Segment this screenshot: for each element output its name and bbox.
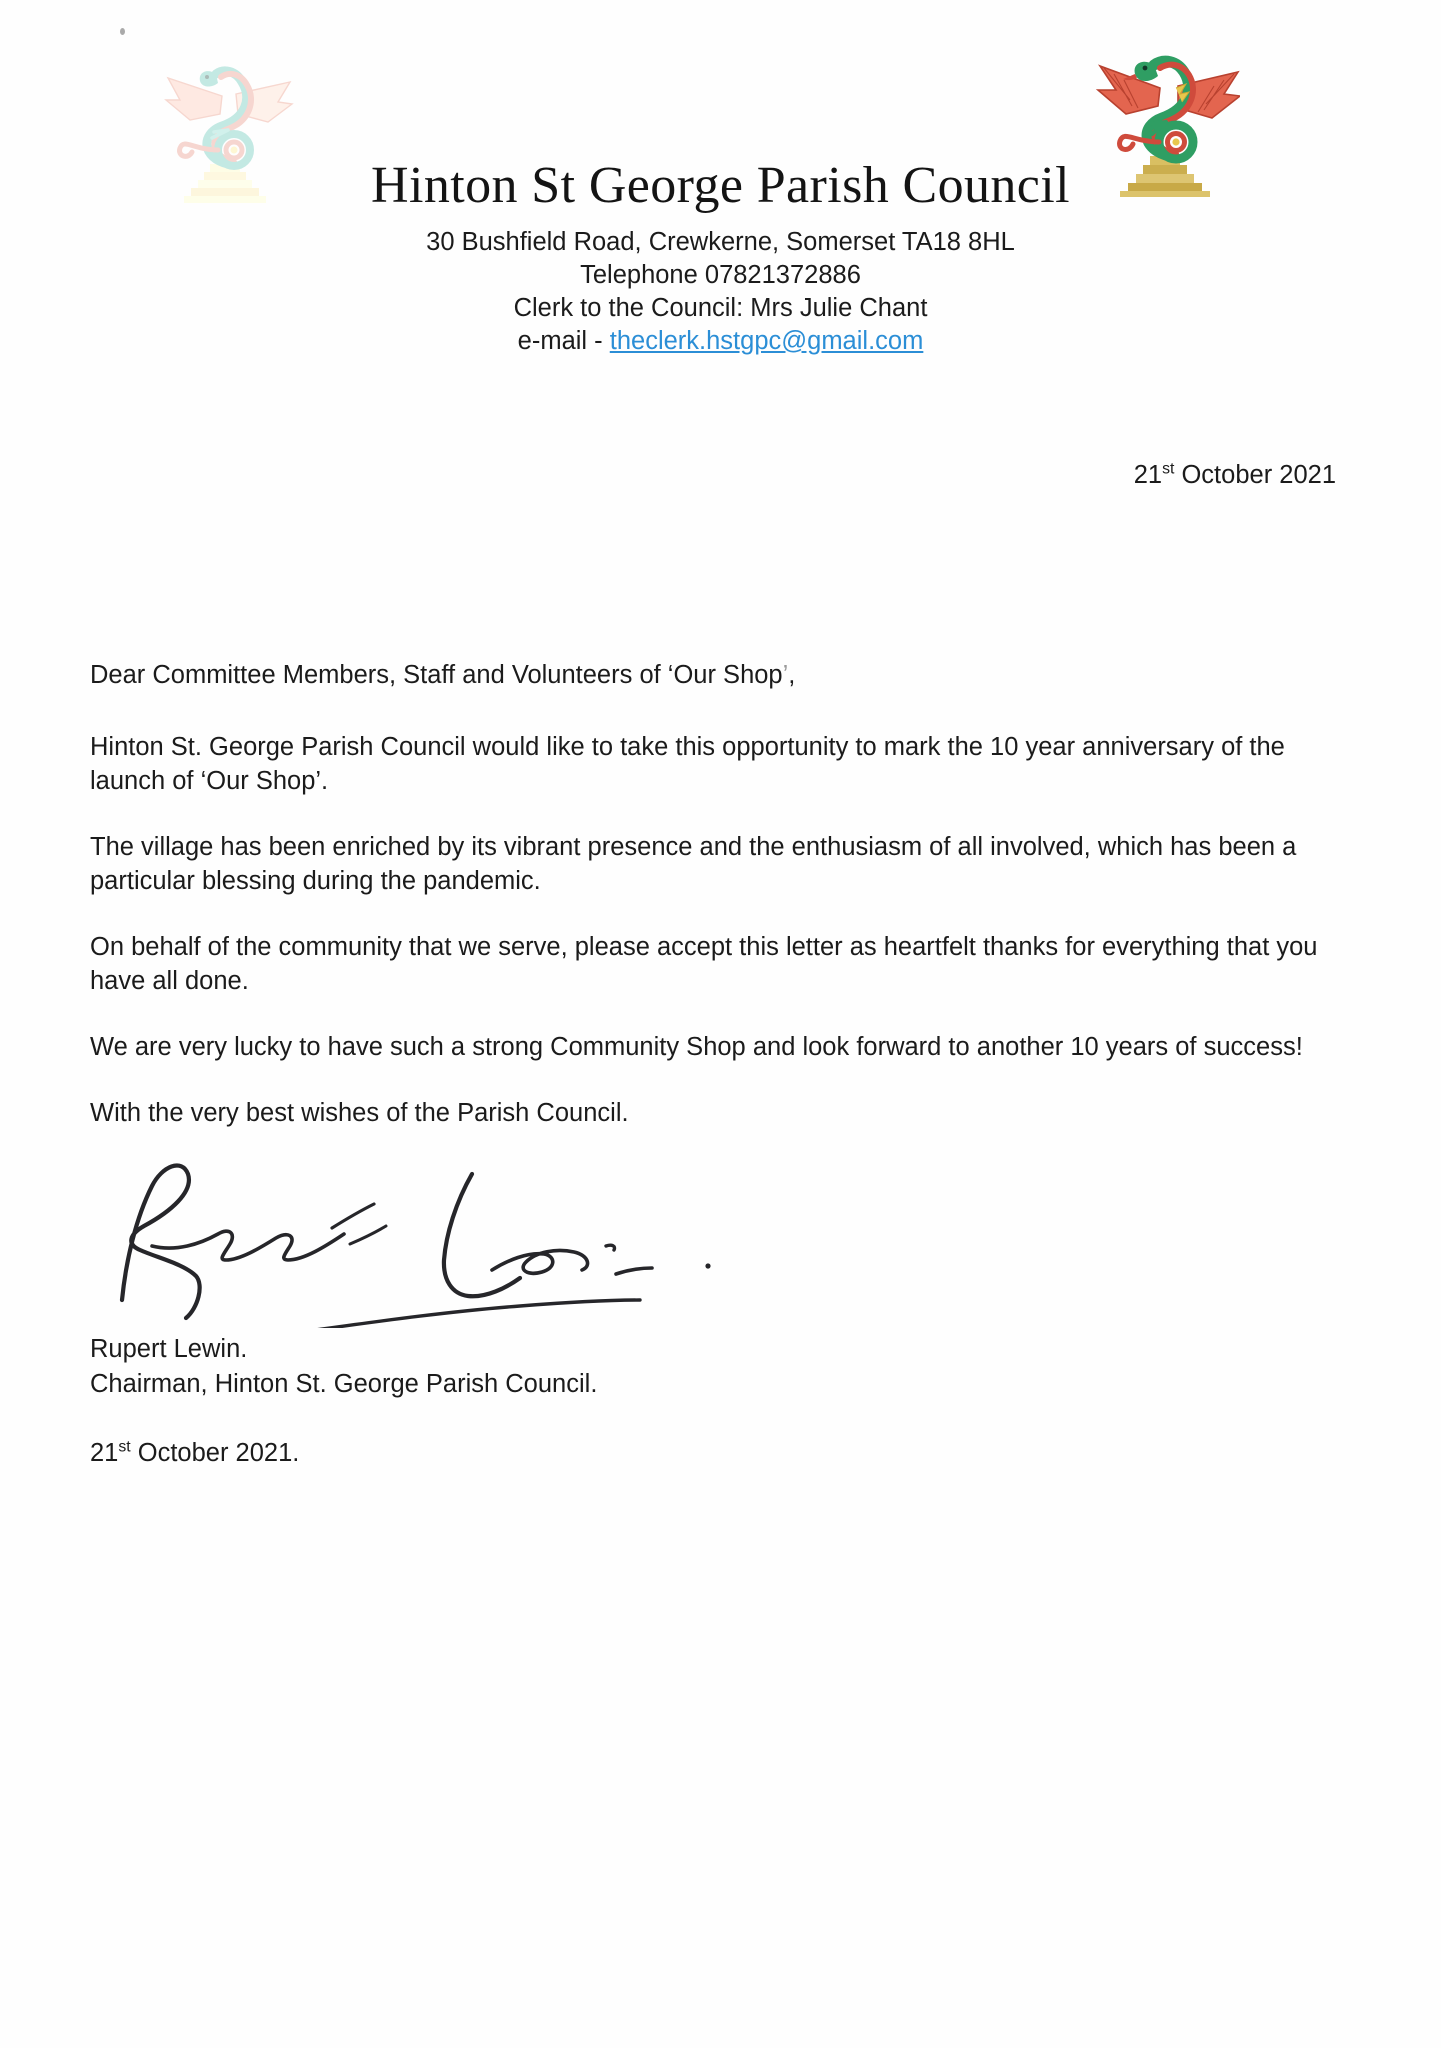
closing-line: With the very best wishes of the Parish Council. xyxy=(90,1099,629,1127)
date-ordinal: st xyxy=(1162,460,1175,478)
salutation xyxy=(90,658,1348,692)
signatory-name: Rupert Lewin. xyxy=(90,1335,248,1363)
salutation-closing-quote: ’ xyxy=(782,661,789,689)
signature-block xyxy=(90,1332,990,1402)
final-date xyxy=(90,1437,299,1469)
final-date-ordinal: st xyxy=(118,1438,131,1456)
paragraph-4: We are very lucky to have such a strong Community Shop and look forward to another 10 years of success! xyxy=(90,1033,1303,1061)
signatory-title: Chairman, Hinton St. George Parish Council. xyxy=(90,1370,598,1398)
letterhead xyxy=(0,0,1441,380)
paragraph-3: On behalf of the community that we serve, please accept this letter as heartfelt thanks for everything that you have all done. xyxy=(90,933,1318,995)
page-title: Hinton St George Parish Council xyxy=(371,157,1070,214)
paragraph-2: The village has been enriched by its vibrant presence and the enthusiasm of all involved, which has been a particular blessing during the pandemic. xyxy=(90,833,1297,895)
final-date-rest: October 2021. xyxy=(130,1439,300,1467)
clerk-line: Clerk to the Council: Mrs Julie Chant xyxy=(513,294,928,322)
final-date-day: 21 xyxy=(90,1439,119,1467)
telephone-line: Telephone 07821372886 xyxy=(580,261,861,289)
handwritten-signature xyxy=(100,1148,820,1328)
date-rest: October 2021 xyxy=(1174,461,1336,489)
email-label: e-mail - xyxy=(517,327,610,355)
letter-body xyxy=(90,658,1348,1130)
salutation-text: Dear Committee Members, Staff and Volunteers of ‘Our Shop xyxy=(90,661,783,689)
contact-details xyxy=(0,226,1441,358)
salutation-comma: , xyxy=(788,661,796,689)
date-day: 21 xyxy=(1133,461,1163,489)
letter-date xyxy=(1134,460,1336,490)
address-line: 30 Bushfield Road, Crewkerne, Somerset TA18 8HL xyxy=(426,228,1015,256)
paragraph-1: Hinton St. George Parish Council would like to take this opportunity to mark the 10 year anniversary of the launch of ‘Our Shop’. xyxy=(90,733,1285,795)
email-line xyxy=(0,325,1441,358)
email-link[interactable]: theclerk.hstgpc@gmail.com xyxy=(609,327,924,355)
